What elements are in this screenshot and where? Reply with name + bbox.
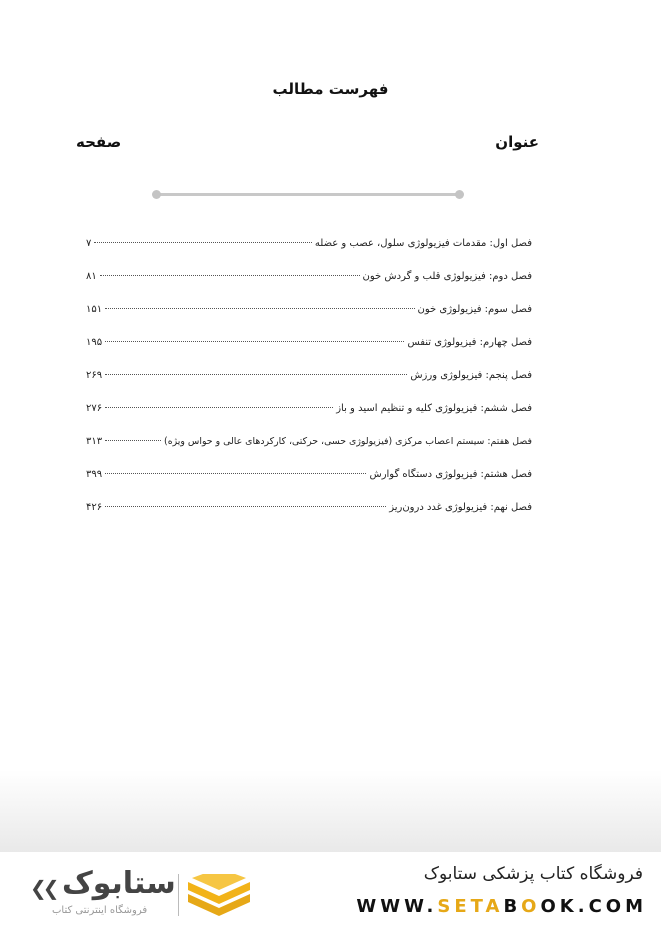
dot-leader — [105, 340, 404, 342]
toc-entry-page: ۲۷۶ — [86, 403, 103, 414]
toc-entry[interactable] — [86, 502, 532, 535]
book-stack-logo-icon — [186, 874, 252, 920]
toc-entry-label: فصل هشتم: فیزیولوژی دستگاه گوارش — [369, 469, 532, 480]
page-title: فهرست مطالب — [272, 80, 389, 98]
table-of-contents — [86, 238, 532, 535]
dot-leader — [105, 406, 333, 408]
toc-entry-page: ۸۱ — [86, 271, 97, 282]
column-page-heading: صفحه — [76, 133, 122, 151]
toc-entry[interactable] — [86, 271, 532, 304]
toc-entry-page: ۳۱۳ — [86, 436, 103, 447]
store-url-link[interactable] — [356, 896, 647, 917]
column-title-heading: عنوان — [495, 133, 539, 151]
toc-entry-label: فصل دوم: فیزیولوژی قلب و گردش خون — [362, 271, 532, 282]
brand-logo-text: ستابوک — [62, 866, 176, 901]
toc-entry-label: فصل اول: مقدمات فیزیولوژی سلول، عصب و عضله — [314, 238, 532, 249]
toc-entry-label: فصل پنجم: فیزیولوژی ورزش — [410, 370, 532, 381]
toc-entry-label: فصل چهارم: فیزیولوژی تنفس — [407, 337, 532, 348]
toc-entry-page: ۴۲۶ — [86, 502, 103, 513]
toc-entry[interactable] — [86, 469, 532, 502]
toc-entry-label: فصل هفتم: سیستم اعصاب مرکزی (فیزیولوژی حسی، حرکتی، کارکردهای عالی و حواس ویژه) — [164, 436, 532, 447]
toc-entry-page: ۳۹۹ — [86, 469, 103, 480]
toc-entry[interactable] — [86, 436, 532, 469]
dot-leader — [94, 241, 312, 243]
url-part: B — [503, 896, 522, 917]
toc-entry-label: فصل نهم: فیزیولوژی غدد درون‌ریز — [389, 502, 532, 513]
toc-entry[interactable] — [86, 238, 532, 271]
toc-entry[interactable] — [86, 370, 532, 403]
dot-leader — [105, 307, 414, 309]
toc-entry-label: فصل سوم: فیزیولوژی خون — [417, 304, 532, 315]
store-title: فروشگاه کتاب پزشکی ستابوک — [423, 864, 643, 884]
brand-subtitle: فروشگاه اینترنتی کتاب — [52, 905, 148, 916]
logo-divider — [178, 874, 179, 916]
toc-entry[interactable] — [86, 337, 532, 370]
dot-leader — [105, 472, 366, 474]
dot-leader — [105, 373, 407, 375]
dot-leader — [105, 439, 161, 441]
page-shadow — [0, 770, 661, 852]
url-part: WWW. — [356, 896, 438, 917]
toc-entry-page: ۲۶۹ — [86, 370, 103, 381]
toc-entry[interactable] — [86, 403, 532, 436]
dot-leader — [105, 505, 386, 507]
url-part: OK.COM — [540, 896, 647, 917]
store-footer — [0, 852, 661, 925]
toc-entry-label: فصل ششم: فیزیولوژی کلیه و تنظیم اسید و باز — [336, 403, 532, 414]
chevrons-icon: ❮❮ — [30, 876, 56, 900]
url-part-highlight: O — [521, 896, 541, 917]
dot-leader — [100, 274, 360, 276]
url-part-highlight: SETA — [437, 896, 504, 917]
toc-entry-page: ۷ — [86, 238, 92, 249]
toc-entry-page: ۱۹۵ — [86, 337, 103, 348]
toc-entry-page: ۱۵۱ — [86, 304, 103, 315]
toc-entry[interactable] — [86, 304, 532, 337]
decorative-separator — [155, 193, 461, 196]
